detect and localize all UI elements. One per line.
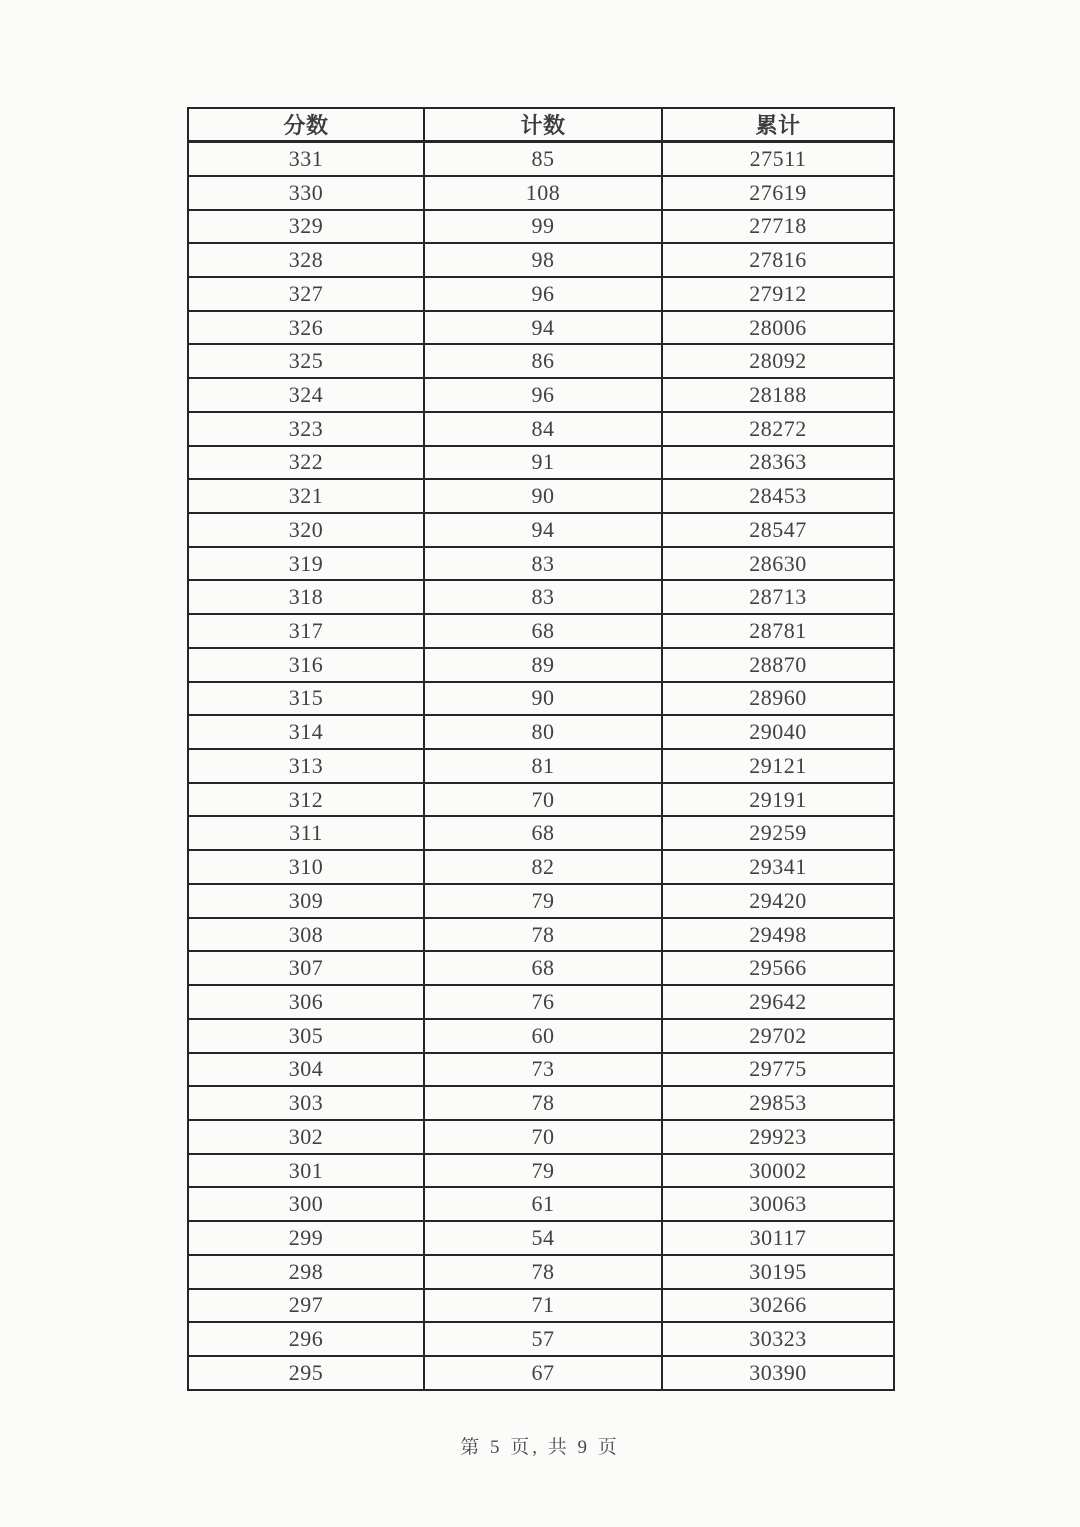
- score-cell: 328: [188, 243, 424, 277]
- count-cell: 78: [424, 918, 662, 952]
- table-row: [188, 749, 894, 783]
- table-row: [188, 1154, 894, 1188]
- count-cell: 81: [424, 749, 662, 783]
- cumulative-cell: 29642: [662, 985, 894, 1019]
- score-cell: 320: [188, 513, 424, 547]
- cumulative-cell: 27511: [662, 142, 894, 176]
- cumulative-cell: 28713: [662, 580, 894, 614]
- count-cell: 108: [424, 176, 662, 210]
- score-cell: 326: [188, 311, 424, 345]
- count-cell: 83: [424, 547, 662, 581]
- score-cell: 315: [188, 682, 424, 716]
- score-distribution-table: [187, 107, 895, 1391]
- count-cell: 79: [424, 884, 662, 918]
- score-cell: 309: [188, 884, 424, 918]
- cumulative-cell: 30063: [662, 1187, 894, 1221]
- cumulative-cell: 28092: [662, 344, 894, 378]
- cumulative-cell: 28547: [662, 513, 894, 547]
- count-cell: 94: [424, 513, 662, 547]
- cumulative-cell: 29853: [662, 1086, 894, 1120]
- column-header-count: 计数: [424, 108, 662, 142]
- cumulative-cell: 28188: [662, 378, 894, 412]
- cumulative-cell: 28453: [662, 479, 894, 513]
- score-cell: 313: [188, 749, 424, 783]
- score-cell: 316: [188, 648, 424, 682]
- cumulative-cell: 29121: [662, 749, 894, 783]
- cumulative-cell: 29775: [662, 1053, 894, 1087]
- table-row: [188, 715, 894, 749]
- cumulative-cell: 29498: [662, 918, 894, 952]
- count-cell: 78: [424, 1086, 662, 1120]
- cumulative-cell: 29191: [662, 783, 894, 817]
- table-row: [188, 816, 894, 850]
- count-cell: 71: [424, 1289, 662, 1323]
- count-cell: 70: [424, 783, 662, 817]
- count-cell: 89: [424, 648, 662, 682]
- score-cell: 327: [188, 277, 424, 311]
- count-cell: 90: [424, 682, 662, 716]
- count-cell: 85: [424, 142, 662, 176]
- count-cell: 54: [424, 1221, 662, 1255]
- table-header-row: [188, 108, 894, 142]
- table-row: [188, 311, 894, 345]
- table-row: [188, 918, 894, 952]
- count-cell: 61: [424, 1187, 662, 1221]
- count-cell: 68: [424, 951, 662, 985]
- count-cell: 78: [424, 1255, 662, 1289]
- cumulative-cell: 29923: [662, 1120, 894, 1154]
- score-cell: 300: [188, 1187, 424, 1221]
- table-row: [188, 682, 894, 716]
- count-cell: 70: [424, 1120, 662, 1154]
- count-cell: 73: [424, 1053, 662, 1087]
- table-row: [188, 277, 894, 311]
- table-row: [188, 884, 894, 918]
- count-cell: 96: [424, 378, 662, 412]
- score-cell: 319: [188, 547, 424, 581]
- table-row: [188, 446, 894, 480]
- score-cell: 323: [188, 412, 424, 446]
- count-cell: 96: [424, 277, 662, 311]
- score-cell: 305: [188, 1019, 424, 1053]
- cumulative-cell: 29341: [662, 850, 894, 884]
- cumulative-cell: 30117: [662, 1221, 894, 1255]
- cumulative-cell: 28363: [662, 446, 894, 480]
- count-cell: 76: [424, 985, 662, 1019]
- table-row: [188, 783, 894, 817]
- score-cell: 303: [188, 1086, 424, 1120]
- cumulative-cell: 30390: [662, 1356, 894, 1390]
- cumulative-cell: 28272: [662, 412, 894, 446]
- score-cell: 329: [188, 210, 424, 244]
- cumulative-cell: 27816: [662, 243, 894, 277]
- table-row: [188, 1187, 894, 1221]
- table-row: [188, 1289, 894, 1323]
- score-cell: 325: [188, 344, 424, 378]
- score-cell: 312: [188, 783, 424, 817]
- cumulative-cell: 28781: [662, 614, 894, 648]
- count-cell: 67: [424, 1356, 662, 1390]
- score-cell: 321: [188, 479, 424, 513]
- table-row: [188, 1255, 894, 1289]
- table-row: [188, 1019, 894, 1053]
- count-cell: 68: [424, 816, 662, 850]
- score-cell: 308: [188, 918, 424, 952]
- count-cell: 83: [424, 580, 662, 614]
- table-row: [188, 378, 894, 412]
- cumulative-cell: 27619: [662, 176, 894, 210]
- table-row: [188, 412, 894, 446]
- table-row: [188, 1356, 894, 1390]
- cumulative-cell: 30266: [662, 1289, 894, 1323]
- score-cell: 295: [188, 1356, 424, 1390]
- table-row: [188, 479, 894, 513]
- table-row: [188, 344, 894, 378]
- table-row: [188, 648, 894, 682]
- table-row: [188, 614, 894, 648]
- score-cell: 297: [188, 1289, 424, 1323]
- table-row: [188, 1053, 894, 1087]
- table-row: [188, 1086, 894, 1120]
- cumulative-cell: 28630: [662, 547, 894, 581]
- cumulative-cell: 28960: [662, 682, 894, 716]
- count-cell: 98: [424, 243, 662, 277]
- table-row: [188, 1221, 894, 1255]
- score-cell: 299: [188, 1221, 424, 1255]
- table-row: [188, 547, 894, 581]
- cumulative-cell: 27718: [662, 210, 894, 244]
- cumulative-cell: 29566: [662, 951, 894, 985]
- column-header-cumulative: 累计: [662, 108, 894, 142]
- table-row: [188, 513, 894, 547]
- count-cell: 86: [424, 344, 662, 378]
- page-indicator: 第 5 页, 共 9 页: [460, 1437, 620, 1458]
- table-row: [188, 1322, 894, 1356]
- score-cell: 324: [188, 378, 424, 412]
- cumulative-cell: 30002: [662, 1154, 894, 1188]
- count-cell: 84: [424, 412, 662, 446]
- count-cell: 91: [424, 446, 662, 480]
- score-cell: 304: [188, 1053, 424, 1087]
- score-cell: 310: [188, 850, 424, 884]
- score-cell: 296: [188, 1322, 424, 1356]
- score-cell: 314: [188, 715, 424, 749]
- table-row: [188, 243, 894, 277]
- table-row: [188, 142, 894, 176]
- cumulative-cell: 30323: [662, 1322, 894, 1356]
- table-row: [188, 1120, 894, 1154]
- cumulative-cell: 27912: [662, 277, 894, 311]
- cumulative-cell: 30195: [662, 1255, 894, 1289]
- score-cell: 307: [188, 951, 424, 985]
- count-cell: 94: [424, 311, 662, 345]
- cumulative-cell: 29040: [662, 715, 894, 749]
- table-row: [188, 951, 894, 985]
- column-header-score: 分数: [188, 108, 424, 142]
- score-cell: 317: [188, 614, 424, 648]
- score-cell: 322: [188, 446, 424, 480]
- cumulative-cell: 29259: [662, 816, 894, 850]
- table-row: [188, 580, 894, 614]
- count-cell: 99: [424, 210, 662, 244]
- cumulative-cell: 28006: [662, 311, 894, 345]
- score-cell: 302: [188, 1120, 424, 1154]
- score-cell: 301: [188, 1154, 424, 1188]
- count-cell: 79: [424, 1154, 662, 1188]
- count-cell: 90: [424, 479, 662, 513]
- table-row: [188, 176, 894, 210]
- score-cell: 298: [188, 1255, 424, 1289]
- table-row: [188, 210, 894, 244]
- score-cell: 306: [188, 985, 424, 1019]
- score-cell: 331: [188, 142, 424, 176]
- score-cell: 330: [188, 176, 424, 210]
- count-cell: 80: [424, 715, 662, 749]
- count-cell: 82: [424, 850, 662, 884]
- count-cell: 68: [424, 614, 662, 648]
- score-cell: 318: [188, 580, 424, 614]
- cumulative-cell: 29420: [662, 884, 894, 918]
- count-cell: 57: [424, 1322, 662, 1356]
- table-body: [188, 142, 894, 1391]
- table-row: [188, 850, 894, 884]
- cumulative-cell: 29702: [662, 1019, 894, 1053]
- count-cell: 60: [424, 1019, 662, 1053]
- table-row: [188, 985, 894, 1019]
- cumulative-cell: 28870: [662, 648, 894, 682]
- score-cell: 311: [188, 816, 424, 850]
